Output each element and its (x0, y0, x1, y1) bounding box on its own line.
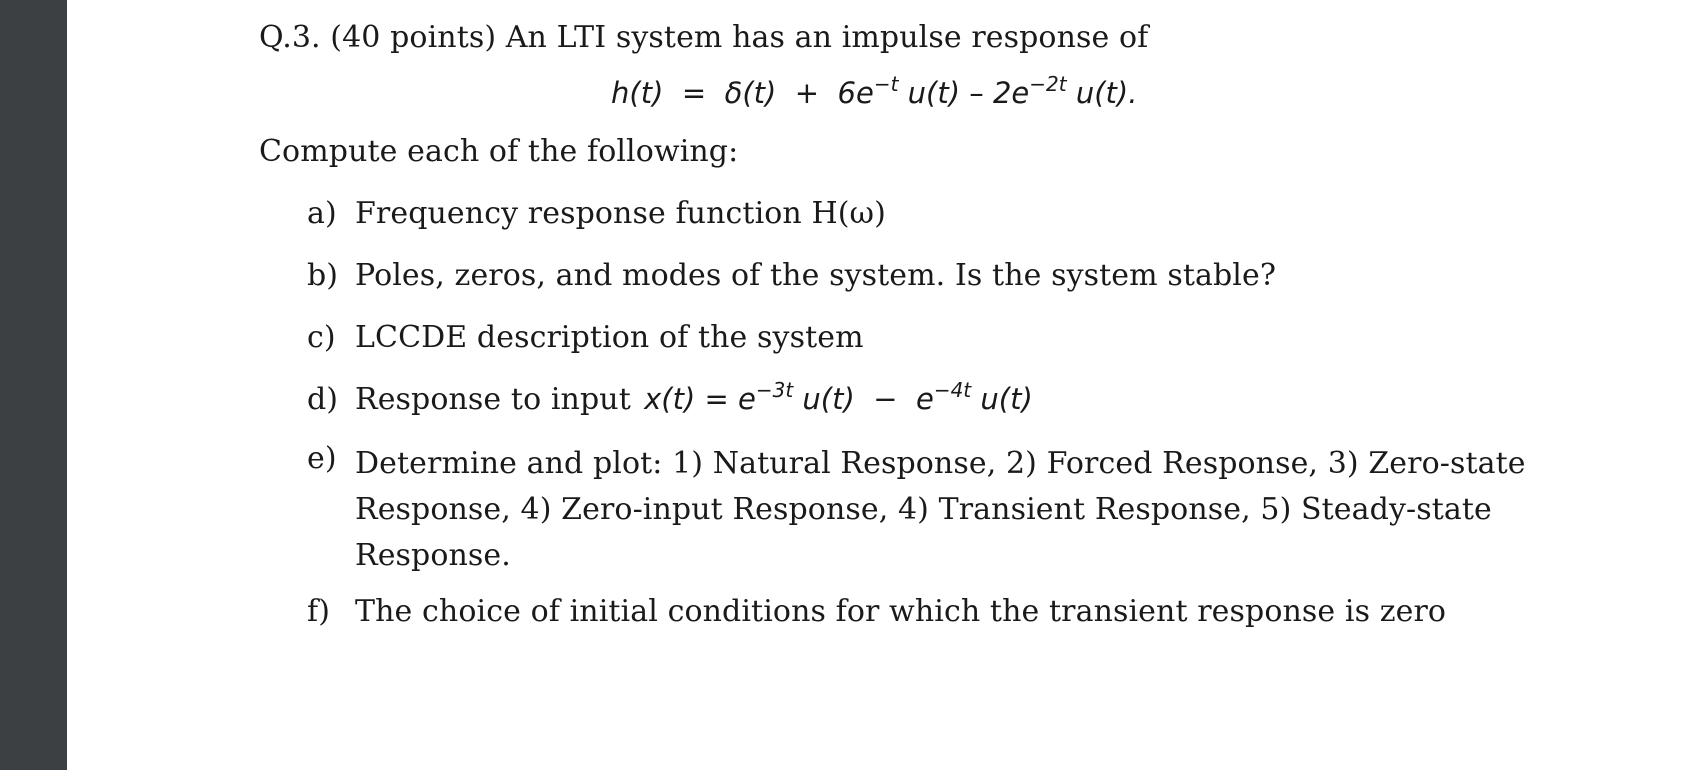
eq-minus: – (969, 76, 984, 110)
input-term1-step: u(t) (802, 382, 855, 416)
input-signal-equation (635, 378, 1033, 416)
eq-term2-step: u(t) (907, 76, 961, 110)
input-term2-exponent: −4t (933, 378, 972, 402)
item-f-text: The choice of initial conditions for which the transient response is zero (355, 594, 1447, 629)
eq-term3-base: 2e (992, 76, 1030, 110)
item-f-marker: f) (307, 594, 331, 629)
item-e-marker: e) (307, 441, 337, 476)
item-b-marker: b) (307, 258, 339, 293)
item-d-line (355, 378, 1033, 417)
question-intro: Compute each of the following: (259, 134, 739, 169)
input-term1-base: e (738, 382, 756, 416)
input-term2-base: e (915, 382, 934, 416)
input-term1-exponent: −3t (755, 378, 794, 402)
input-term2-step: u(t) (980, 382, 1033, 416)
document-page (67, 0, 1700, 770)
item-a-text: Frequency response function H(ω) (355, 196, 886, 231)
item-b-text: Poles, zeros, and modes of the system. Is the system stable? (355, 258, 1277, 293)
eq-plus: + (794, 76, 820, 110)
eq-term-delta: δ(t) (724, 76, 777, 110)
question-heading: Q.3. (40 points) An LTI system has an impulse response of (259, 20, 1149, 55)
item-c-marker: c) (307, 320, 336, 355)
impulse-response-equation (611, 72, 1138, 110)
input-lhs: x(t) (644, 382, 696, 416)
input-minus: − (873, 382, 898, 416)
item-c-text: LCCDE description of the system (355, 320, 864, 355)
item-e-text: Determine and plot: 1) Natural Response, 2) Forced Response, 3) Zero-state Response, 4) Zero-input Response, 4) Transient Response, 5) Steady-state Response. (355, 446, 1526, 573)
input-equals: = (704, 382, 729, 416)
item-d-text: Response to input (355, 382, 631, 417)
eq-term3-exponent: −2t (1029, 72, 1067, 96)
viewer-side-margin (0, 0, 67, 770)
item-a-marker: a) (307, 196, 337, 231)
eq-term2-exponent: −t (873, 72, 899, 96)
eq-term2-base: 6e (837, 76, 874, 110)
eq-lhs: h(t) (611, 76, 664, 110)
eq-equals: = (681, 76, 707, 110)
eq-term3-step: u(t). (1075, 76, 1138, 110)
item-d-marker: d) (307, 382, 339, 417)
